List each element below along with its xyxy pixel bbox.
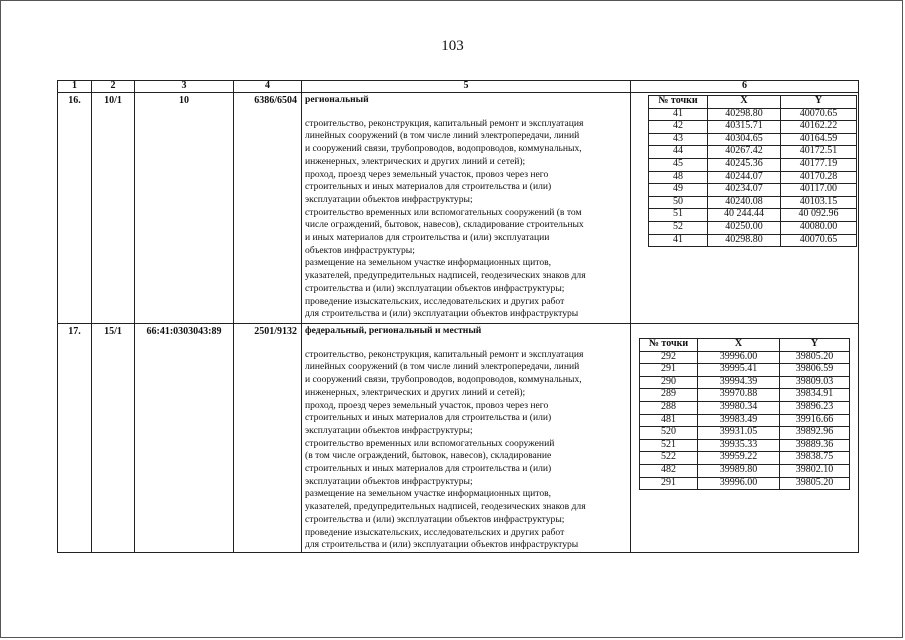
purpose-line: проход, проезд через земельный участок, провоз через него bbox=[305, 168, 549, 180]
coord-y: 40172.51 bbox=[781, 146, 857, 159]
coord-x: 40298.80 bbox=[708, 108, 781, 121]
purpose-line: строительных и иных материалов для строительства и (или) bbox=[305, 463, 552, 475]
column-number-row bbox=[58, 81, 859, 93]
coord-y: 40080.00 bbox=[781, 221, 857, 234]
purpose-line: (в том числе ограждений, бытовок, навесов), складирование bbox=[305, 450, 552, 462]
col-header-1: 1 bbox=[58, 81, 92, 93]
point-number: 289 bbox=[640, 389, 698, 402]
point-number: 288 bbox=[640, 401, 698, 414]
coordinate-row bbox=[649, 121, 857, 134]
coord-y: 39838.75 bbox=[780, 452, 850, 465]
coord-x: 40267.42 bbox=[708, 146, 781, 159]
coord-y: 39806.59 bbox=[780, 364, 850, 377]
purpose-line: для строительства и (или) эксплуатации объектов инфраструктуры bbox=[305, 539, 579, 551]
page-number: 103 bbox=[441, 38, 464, 54]
coord-y: 40 092.96 bbox=[781, 209, 857, 222]
coord-header-y: Y bbox=[781, 96, 857, 109]
point-number: 41 bbox=[649, 108, 708, 121]
table-row bbox=[58, 93, 859, 324]
point-number: 291 bbox=[640, 364, 698, 377]
coord-x: 39994.39 bbox=[698, 376, 780, 389]
point-number: 42 bbox=[649, 121, 708, 134]
point-number: 522 bbox=[640, 452, 698, 465]
purpose-line: эксплуатации объектов инфраструктуры; bbox=[305, 193, 473, 205]
coord-y: 39809.03 bbox=[780, 376, 850, 389]
point-number: 521 bbox=[640, 439, 698, 452]
coord-x: 40245.36 bbox=[708, 158, 781, 171]
coordinate-row bbox=[640, 364, 850, 377]
purpose-lines bbox=[305, 349, 627, 552]
coord-x: 40240.08 bbox=[708, 196, 781, 209]
coord-x: 40234.07 bbox=[708, 184, 781, 197]
area-ratio: 2501/9132 bbox=[234, 324, 302, 553]
purpose-line: строительства и (или) эксплуатации объектов инфраструктуры; bbox=[305, 282, 565, 294]
coord-y: 40164.59 bbox=[781, 133, 857, 146]
purpose-line: строительство, реконструкция, капитальный ремонт и эксплуатация bbox=[305, 117, 584, 129]
coord-y: 40117.00 bbox=[781, 184, 857, 197]
coord-x: 39970.88 bbox=[698, 389, 780, 402]
point-number: 290 bbox=[640, 376, 698, 389]
coord-x: 39959.22 bbox=[698, 452, 780, 465]
purpose-description bbox=[302, 93, 631, 324]
coordinate-row bbox=[640, 351, 850, 364]
coordinate-row bbox=[640, 389, 850, 402]
coord-header-x: X bbox=[708, 96, 781, 109]
point-number: 45 bbox=[649, 158, 708, 171]
purpose-line: проведение изыскательских, исследовательских и других работ bbox=[305, 295, 565, 307]
coord-y: 39896.23 bbox=[780, 401, 850, 414]
coordinate-row bbox=[640, 427, 850, 440]
coord-y: 40177.19 bbox=[781, 158, 857, 171]
coordinate-row bbox=[649, 234, 857, 247]
point-number: 44 bbox=[649, 146, 708, 159]
coordinate-row bbox=[649, 221, 857, 234]
point-number: 292 bbox=[640, 351, 698, 364]
coordinate-row bbox=[640, 439, 850, 452]
coordinates-table bbox=[648, 95, 857, 247]
purpose-description bbox=[302, 324, 631, 553]
purpose-line: строительство, реконструкция, капитальный ремонт и эксплуатация bbox=[305, 348, 584, 360]
coordinate-row bbox=[649, 133, 857, 146]
purpose-line: инженерных, электрических и других линий и сетей); bbox=[305, 386, 526, 398]
coord-y: 39834.91 bbox=[780, 389, 850, 402]
table-row bbox=[58, 324, 859, 553]
purpose-line: и иных материалов для строительства и (или) эксплуатации bbox=[305, 232, 550, 244]
coordinate-row bbox=[640, 376, 850, 389]
purpose-line: размещение на земельном участке информационных щитов, bbox=[305, 488, 552, 500]
col-header-5: 5 bbox=[302, 81, 631, 93]
purpose-line: эксплуатации объектов инфраструктуры; bbox=[305, 475, 473, 487]
coord-x: 40250.00 bbox=[708, 221, 781, 234]
col-header-3: 3 bbox=[135, 81, 234, 93]
purpose-line: проведение изыскательских, исследовательских и других работ bbox=[305, 526, 565, 538]
coord-x: 39989.80 bbox=[698, 464, 780, 477]
purpose-line: для строительства и (или) эксплуатации объектов инфраструктуры bbox=[305, 308, 579, 320]
point-number: 41 bbox=[649, 234, 708, 247]
coordinate-row bbox=[649, 209, 857, 222]
contour-number: 10/1 bbox=[92, 93, 135, 324]
point-number: 52 bbox=[649, 221, 708, 234]
coordinate-row bbox=[640, 452, 850, 465]
coord-y: 39805.20 bbox=[780, 477, 850, 490]
coordinate-row bbox=[649, 196, 857, 209]
purpose-line: размещение на земельном участке информационных щитов, bbox=[305, 257, 552, 269]
coord-x: 40304.65 bbox=[708, 133, 781, 146]
coord-x: 39995.41 bbox=[698, 364, 780, 377]
purpose-line: строительство временных или вспомогательных сооружений bbox=[305, 437, 555, 449]
coord-y: 40170.28 bbox=[781, 171, 857, 184]
coord-y: 39805.20 bbox=[780, 351, 850, 364]
coordinate-row bbox=[649, 158, 857, 171]
coord-x: 39983.49 bbox=[698, 414, 780, 427]
cadastral-number: 66:41:0303043:89 bbox=[135, 324, 234, 553]
significance-level: региональный bbox=[305, 94, 369, 105]
purpose-line: и сооружений связи, трубопроводов, водопроводов, коммунальных, bbox=[305, 374, 582, 386]
coord-x: 40298.80 bbox=[708, 234, 781, 247]
coordinate-row bbox=[649, 146, 857, 159]
coord-y: 40070.65 bbox=[781, 108, 857, 121]
purpose-line: строительных и иных материалов для строительства и (или) bbox=[305, 181, 552, 193]
col-header-4: 4 bbox=[234, 81, 302, 93]
purpose-line: эксплуатации объектов инфраструктуры; bbox=[305, 424, 473, 436]
col-header-2: 2 bbox=[92, 81, 135, 93]
coordinate-row bbox=[649, 108, 857, 121]
purpose-line: проход, проезд через земельный участок, провоз через него bbox=[305, 399, 549, 411]
purpose-line: инженерных, электрических и других линий и сетей); bbox=[305, 155, 526, 167]
coord-y: 39916.66 bbox=[780, 414, 850, 427]
coordinate-row bbox=[640, 414, 850, 427]
purpose-line: строительство временных или вспомогательных сооружений (в том bbox=[305, 206, 582, 218]
coordinates-cell bbox=[631, 93, 859, 324]
point-number: 291 bbox=[640, 477, 698, 490]
point-number: 481 bbox=[640, 414, 698, 427]
point-number: 50 bbox=[649, 196, 708, 209]
point-number: 482 bbox=[640, 464, 698, 477]
row-number: 16. bbox=[58, 93, 92, 324]
coordinates-table bbox=[639, 338, 850, 490]
purpose-line: и сооружений связи, трубопроводов, водопроводов, коммунальных, bbox=[305, 143, 582, 155]
coordinate-row bbox=[640, 477, 850, 490]
coord-y: 40070.65 bbox=[781, 234, 857, 247]
coord-y: 40162.22 bbox=[781, 121, 857, 134]
coord-header-point: № точки bbox=[649, 96, 708, 109]
row-number: 17. bbox=[58, 324, 92, 553]
point-number: 48 bbox=[649, 171, 708, 184]
purpose-line: указателей, предупредительных надписей, геодезических знаков для bbox=[305, 270, 586, 282]
col-header-6: 6 bbox=[631, 81, 859, 93]
coord-y: 39892.96 bbox=[780, 427, 850, 440]
coord-x: 39996.00 bbox=[698, 351, 780, 364]
coordinate-row bbox=[649, 171, 857, 184]
coordinate-row bbox=[649, 184, 857, 197]
purpose-line: числе ограждений, бытовок, навесов), складирование строительных bbox=[305, 219, 584, 231]
purpose-lines bbox=[305, 118, 627, 321]
purpose-line: линейных сооружений (в том числе линий электропередачи, линий bbox=[305, 130, 580, 142]
coord-x: 39980.34 bbox=[698, 401, 780, 414]
cadastral-number: 10 bbox=[135, 93, 234, 324]
coord-y: 39889.36 bbox=[780, 439, 850, 452]
coord-header-x: X bbox=[698, 339, 780, 352]
coord-header-point: № точки bbox=[640, 339, 698, 352]
coordinate-row bbox=[640, 464, 850, 477]
coord-y: 39802.10 bbox=[780, 464, 850, 477]
point-number: 43 bbox=[649, 133, 708, 146]
coord-x: 40244.07 bbox=[708, 171, 781, 184]
area-ratio: 6386/6504 bbox=[234, 93, 302, 324]
purpose-line: линейных сооружений (в том числе линий электропередачи, линий bbox=[305, 361, 580, 373]
point-number: 49 bbox=[649, 184, 708, 197]
coord-header-y: Y bbox=[780, 339, 850, 352]
coord-x: 40 244.44 bbox=[708, 209, 781, 222]
point-number: 520 bbox=[640, 427, 698, 440]
coord-x: 39996.00 bbox=[698, 477, 780, 490]
coord-x: 39931.05 bbox=[698, 427, 780, 440]
coordinates-cell bbox=[631, 324, 859, 553]
purpose-line: объектов инфраструктуры; bbox=[305, 244, 415, 256]
purpose-line: строительства и (или) эксплуатации объектов инфраструктуры; bbox=[305, 513, 565, 525]
land-plots-table bbox=[57, 80, 859, 553]
coordinate-row bbox=[640, 401, 850, 414]
coord-x: 39935.33 bbox=[698, 439, 780, 452]
coord-y: 40103.15 bbox=[781, 196, 857, 209]
point-number: 51 bbox=[649, 209, 708, 222]
purpose-line: указателей, предупредительных надписей, геодезических знаков для bbox=[305, 501, 586, 513]
contour-number: 15/1 bbox=[92, 324, 135, 553]
purpose-line: строительных и иных материалов для строительства и (или) bbox=[305, 412, 552, 424]
significance-level: федеральный, региональный и местный bbox=[305, 325, 482, 336]
coord-x: 40315.71 bbox=[708, 121, 781, 134]
